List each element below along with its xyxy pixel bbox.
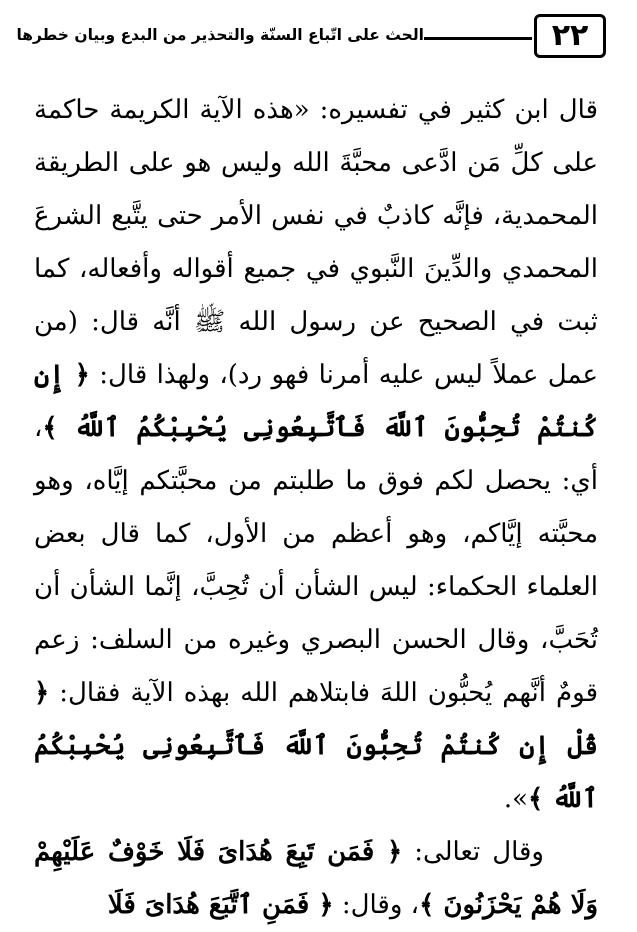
quran-verse: فَمَن تَبِعَ هُدَاىَ فَلَا خَوْفٌ عَلَيْهِمْ وَلَا هُمْ يَحْزَنُونَ [34,837,598,920]
verse-open-bracket: ﴿ [318,890,334,920]
paragraph-ibn-kathir [34,84,598,826]
body-text [34,84,598,932]
verse-open-bracket: ﴿ [387,837,403,867]
paragraph-text: ، وقال: [333,890,420,920]
verse-close-bracket: ﴾ [528,784,544,814]
page-number: ٢٢ [534,14,606,58]
running-title: الحث على اتّباع السنّة والتحذير من البدع وبيان خطرها [16,26,424,44]
paragraph-text: ، أي: يحصل لكم فوق ما طلبتم من محبَّتكم إيَّاه، وهو محبَّته إيَّاكم، وهو أعظم من الأول، كما قال بعض العلماء الحكماء: ليس الشأن أن تُحِبَّ، إنَّما الشأن أن تُحَبَّ، وقال الحسن البصري وغيره من السلف: زعم قومٌ أنَّهم يُحبُّون اللهَ فابتلاهم الله بهذه الآية فقال: [34,413,598,708]
quran-verse: فَمَنِ ٱتَّبَعَ هُدَاىَ فَلَا [107,890,319,920]
verse-open-bracket: ﴿ [74,360,90,390]
paragraph-text: قال ابن كثير في تفسيره: «هذه الآية الكريمة حاكمة على كلِّ مَن ادَّعى محبَّةَ الله وليس هو على الطريقة المحمدية، فإنَّه كاذبٌ في نفس الأمر حتى يتَّبع الشرعَ المحمدي والدِّينَ النَّبوي في جميع أقواله وأفعاله، كما ثبت في الصحيح عن رسول الله ﷺ أنَّه قال: (من عمل عملاً ليس عليه أمرنا فهو رد)، ولهذا قال: [34,95,599,390]
verse-close-bracket: ﴾ [419,890,435,920]
page-header [16,6,608,70]
quran-verse: إِن كُنتُمْ تُحِبُّونَ ٱللَّهَ فَٱتَّبِعُونِى يُحْبِبْكُمُ ٱللَّهُ [34,360,598,443]
quote-end: ». [503,784,528,814]
header-rule [424,37,532,40]
paragraph-text: وقال تعالى: [402,837,544,867]
verse-open-bracket: ﴿ [34,678,50,708]
quran-verse: قُلْ إِن كُنتُمْ تُحِبُّونَ ٱللَّهَ فَٱتَّبِعُونِى يُحْبِبْكُمُ ٱللَّهُ [34,731,598,814]
verse-close-bracket: ﴾ [42,413,58,443]
paragraph-verses [34,826,598,932]
